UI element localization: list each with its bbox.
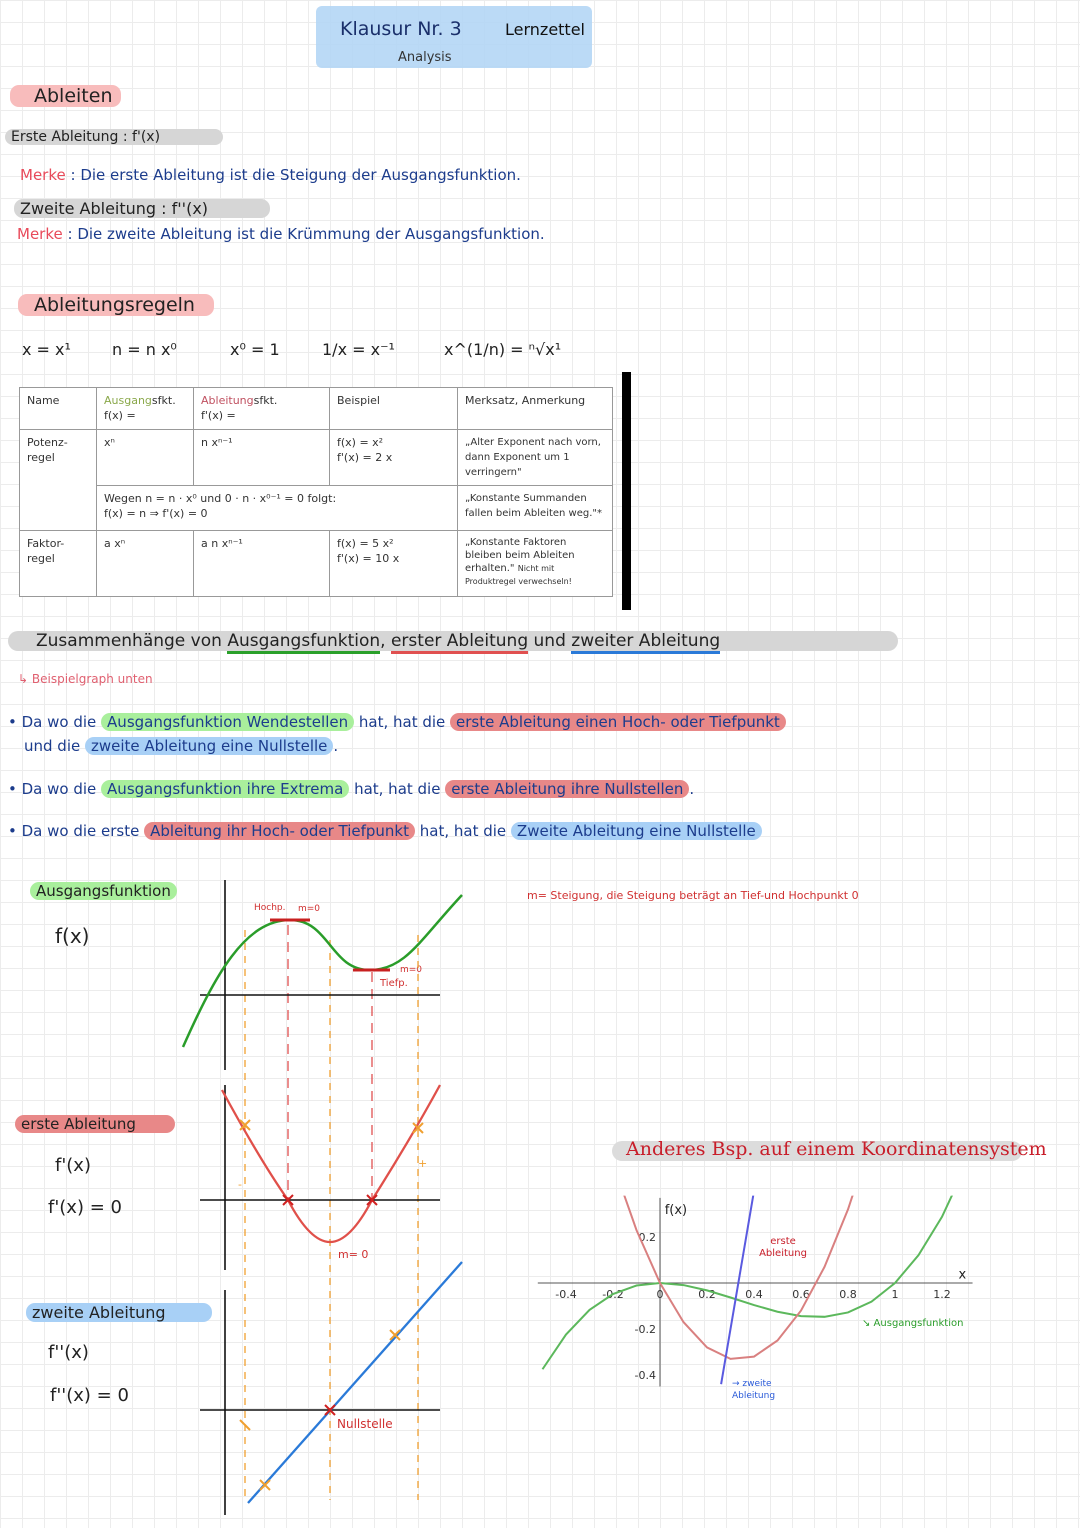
formula: 1/x = x⁻¹ [322, 340, 395, 359]
text: . [689, 780, 695, 798]
text: erste Ableitung einen Hoch- oder Tiefpunkt [450, 713, 786, 731]
x-tick-label: 0.4 [745, 1288, 763, 1301]
label-fprime-zero: f'(x) = 0 [48, 1197, 122, 1218]
text: , [380, 631, 391, 651]
label-m0: m=0 [298, 904, 321, 914]
header-text: Ableitung [201, 394, 254, 407]
text: Ausgangsfunktion Wendestellen [101, 713, 354, 731]
cell-name: Faktor-regel [20, 531, 97, 597]
x-tick-label: 0.8 [839, 1288, 857, 1301]
page-subtitle: Analysis [398, 50, 452, 65]
header-text: sfkt. [151, 394, 176, 407]
bullet-3: • Da wo die erste Ableitung ihr Hoch- oder Tiefpunkt hat, hat die Zweite Ableitung eine Nullstelle [8, 822, 762, 840]
text: f(x) = n ⇒ f'(x) = 0 [104, 507, 208, 520]
merke-label: Merke [20, 166, 66, 184]
header-text: f'(x) = [201, 409, 236, 422]
text: Zweite Ableitung eine Nullstelle [511, 822, 762, 840]
header-text: f(x) = [104, 409, 136, 422]
header-beispiel: Beispiel [330, 388, 458, 430]
heading-ausgangsfunktion: Ausgangsfunktion [30, 882, 177, 900]
label-fx: f(x) [55, 924, 90, 948]
cell-merksatz: „Konstante Summanden fallen beim Ableiten weg."* [458, 486, 613, 531]
cell-fprime: n xⁿ⁻¹ [194, 430, 330, 486]
heading-erste-ableitung: erste Ableitung [15, 1115, 175, 1133]
text: erste Ableitung ihre Nullstellen [445, 780, 689, 798]
label-hochpunkt: Hochp. [254, 903, 286, 913]
y-tick-label: 0.2 [638, 1231, 656, 1244]
text: Ableitung ihr Hoch- oder Tiefpunkt [144, 822, 415, 840]
x-tick-label: 0.6 [792, 1288, 810, 1301]
text: zweiter Ableitung [571, 631, 720, 654]
page-title: Klausur Nr. 3 [340, 18, 462, 40]
label-fsecond-zero: f''(x) = 0 [50, 1385, 129, 1406]
label-tiefpunkt: Tiefp. [380, 978, 408, 989]
header-merksatz: Merksatz, Anmerkung [458, 388, 613, 430]
annotation-zweite: → zweite Ableitung [732, 1379, 776, 1401]
example: f(x) = 5 x² [337, 537, 394, 550]
label-fprime: f'(x) [55, 1155, 91, 1176]
text: Ausgangsfunktion ihre Extrema [101, 780, 349, 798]
merke-text: : Die zweite Ableitung ist die Krümmung der Ausgangsfunktion. [67, 225, 545, 243]
y-axis-label: f(x) [664, 1203, 688, 1218]
header-text: Ausgang [104, 394, 152, 407]
text: und [528, 631, 572, 651]
x-tick-label: 1 [891, 1288, 899, 1301]
merke-text: : Die erste Ableitung ist die Steigung der Ausgangsfunktion. [70, 166, 521, 184]
bullet-1: • Da wo die Ausgangsfunktion Wendestellen hat, hat die erste Ableitung einen Hoch- oder Tiefpunkt [8, 713, 786, 731]
first-derivative-label: Erste Ableitung : f'(x) [5, 129, 223, 145]
label-m0: m= 0 [338, 1248, 369, 1261]
section-ableiten: Ableiten [10, 85, 121, 107]
chart-title: Anderes Bsp. auf einem Koordinatensystem [626, 1138, 1047, 1160]
cell-fprime: a n xⁿ⁻¹ [194, 531, 330, 597]
x-axis-label: x [958, 1267, 967, 1283]
page-label: Lernzettel [505, 20, 585, 39]
example: f'(x) = 2 x [337, 451, 393, 464]
text: Da wo die [21, 780, 102, 798]
formula: x^(1/n) = ⁿ√x¹ [444, 340, 562, 359]
header-name: Name [20, 388, 97, 430]
cell-f: a xⁿ [97, 531, 194, 597]
second-derivative-label: Zweite Ableitung : f''(x) [14, 199, 270, 218]
formula: x⁰ = 1 [230, 340, 280, 359]
text: hat, hat die [354, 713, 451, 731]
note: Nicht mit Produktregel verwechseln! [465, 564, 572, 586]
label-plus: + [418, 1157, 428, 1170]
text: „Konstante Faktoren bleiben beim Ableiten erhalten." [465, 537, 575, 574]
label-minus: - [238, 1178, 242, 1191]
series-erste-ableitung [590, 1083, 872, 1359]
example: f'(x) = 10 x [337, 552, 400, 565]
x-tick-label: 1.2 [933, 1288, 951, 1301]
text: hat, hat die [415, 822, 511, 840]
merke-label: Merke [17, 225, 63, 243]
bullet-2: • Da wo die Ausgangsfunktion ihre Extrema hat, hat die erste Ableitung ihre Nullstellen . [8, 780, 695, 798]
slope-note: m= Steigung, die Steigung beträgt an Tief-und Hochpunkt 0 [527, 889, 859, 902]
section-ableitungsregeln: Ableitungsregeln [18, 294, 214, 316]
annotation-erste: erste Ableitung [759, 1236, 807, 1259]
x-tick-label: 0 [656, 1288, 664, 1301]
text: zweite Ableitung eine Nullstelle [85, 737, 333, 755]
label-nullstelle: Nullstelle [337, 1417, 393, 1431]
text: Ausgangsfunktion [227, 631, 380, 654]
cell-f: xⁿ [97, 430, 194, 486]
text: hat, hat die [349, 780, 446, 798]
y-tick-label: -0.4 [634, 1369, 656, 1382]
formula: n = n x⁰ [112, 340, 177, 359]
text: Da wo die [21, 713, 102, 731]
hint: ↳ Beispielgraph unten [18, 672, 153, 686]
text: erster Ableitung [391, 631, 528, 654]
x-tick-label: -0.2 [602, 1288, 624, 1301]
text: Da wo die erste [21, 822, 145, 840]
text: . [333, 737, 339, 755]
example: f(x) = x² [337, 436, 384, 449]
cell-merksatz: „Alter Exponent nach vorn, dann Exponent um 1 verringern" [458, 430, 613, 486]
y-tick-label: -0.2 [634, 1323, 656, 1336]
annotation-ausgang: ↘ Ausgangsfunktion [862, 1318, 964, 1329]
text: Zusammenhänge von [36, 631, 228, 651]
heading-zweite-ableitung: zweite Ableitung [26, 1303, 212, 1322]
header-text: sfkt. [253, 394, 278, 407]
text: und die [24, 737, 85, 755]
formula: x = x¹ [22, 340, 71, 359]
label-fsecond: f''(x) [48, 1342, 89, 1363]
label-m0: m=0 [400, 965, 423, 975]
x-tick-label: -0.4 [555, 1288, 577, 1301]
cell-name: Potenz-regel [20, 430, 97, 531]
x-tick-label: 0.2 [698, 1288, 716, 1301]
text: Wegen n = n · x⁰ und 0 · n · x⁰⁻¹ = 0 folgt: [104, 492, 337, 505]
